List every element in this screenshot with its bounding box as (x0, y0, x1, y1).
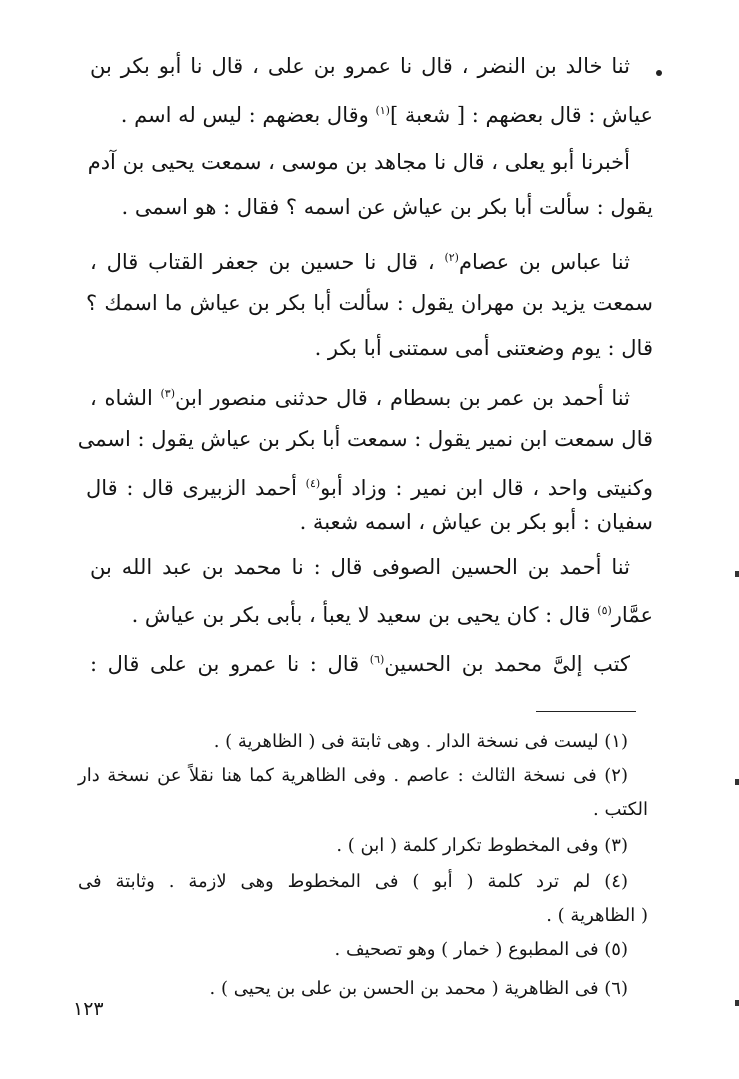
text-line (86, 469, 653, 503)
text-segment: وكنيتى واحد ، قال ابن نمير : وزاد أبو (320, 476, 653, 500)
text-segment: أحمد الزبيرى قال : قال (86, 476, 306, 500)
text-line (90, 379, 630, 413)
text-segment: ثنا عباس بن عصام (458, 250, 630, 274)
footnote-line: (٤) لم ترد كلمة ( أبو ) فى المخطوط وهى لازمة . وثابتة فى (78, 871, 628, 892)
text-line: قال سمعت ابن نمير يقول : سمعت أبا بكر بن عياش يقول : اسمى (77, 427, 653, 451)
edge-mark (735, 1000, 739, 1006)
page-number: ١٢٣ (73, 998, 104, 1020)
text-segment: قال : نا عمرو بن على قال : (90, 652, 370, 676)
edge-mark (735, 779, 739, 785)
footnote-line: (٣) وفى المخطوط تكرار كلمة ( ابن ) . (336, 835, 628, 856)
text-line (90, 645, 630, 679)
margin-dot (656, 70, 662, 76)
text-line: سفيان : أبو بكر بن عياش ، اسمه شعبة . (299, 510, 653, 534)
text-line: قال : يوم وضعتنى أمى سمتنى أبا بكر . (314, 336, 653, 360)
footnote-line: (٢) فى نسخة الثالث : عاصم . وفى الظاهرية كما هنا نقلاً عن نسخة دار (78, 765, 628, 786)
footnote-marker: (٥) (597, 604, 612, 617)
footnote-marker: (١) (375, 104, 390, 117)
text-line: يقول : سألت أبا بكر بن عياش عن اسمه ؟ فقال : هو اسمى . (121, 195, 653, 219)
footnote-line: (٥) فى المطبوع ( خمار ) وهو تصحيف . (334, 939, 628, 960)
footnote-marker: (٢) (444, 251, 459, 264)
text-segment: قال : كان يحيى بن سعيد لا يعبأ ، بأبى بكر بن عياش . (131, 603, 598, 627)
text-line: أخبرنا أبو يعلى ، قال نا مجاهد بن موسى ، سمعت يحيى بن آدم (87, 150, 630, 174)
footnote-line: (٦) فى الظاهرية ( محمد بن الحسن بن على بن يحيى ) . (209, 978, 628, 999)
footnote-line: (١) ليست فى نسخة الدار . وهى ثابتة فى ( الظاهرية ) . (213, 731, 628, 752)
text-segment: عمَّار (611, 603, 653, 627)
text-segment: عياش : قال بعضهم : [ شعبة ] (389, 103, 653, 127)
text-line: ثنا خالد بن النضر ، قال نا عمرو بن على ، قال نا أبو بكر بن (90, 54, 630, 78)
footnote-line: ( الظاهرية ) . (546, 905, 648, 926)
footnote-marker: (٣) (160, 387, 175, 400)
text-line: ثنا أحمد بن الحسين الصوفى قال : نا محمد بن عبد الله بن (90, 555, 630, 579)
footnote-marker: (٤) (305, 477, 321, 490)
text-line: سمعت يزيد بن مهران يقول : سألت أبا بكر بن عياش ما اسمك ؟ (86, 291, 653, 315)
footnote-separator (536, 711, 636, 712)
text-segment: ، قال نا حسين بن جعفر القتاب قال ، (90, 250, 445, 274)
edge-mark (735, 571, 739, 577)
text-segment: ثنا أحمد بن عمر بن بسطام ، قال حدثنى منصور ابن (175, 386, 630, 410)
text-line (86, 96, 653, 130)
text-line (86, 596, 653, 630)
footnote-line: الكتب . (593, 799, 648, 820)
text-segment: كتب إلىَّ محمد بن الحسين (384, 652, 630, 676)
text-line (90, 243, 630, 277)
text-segment: الشاه ، (90, 386, 161, 410)
text-segment: وقال بعضهم : ليس له اسم . (120, 103, 376, 127)
footnote-marker: (٦) (369, 653, 385, 666)
